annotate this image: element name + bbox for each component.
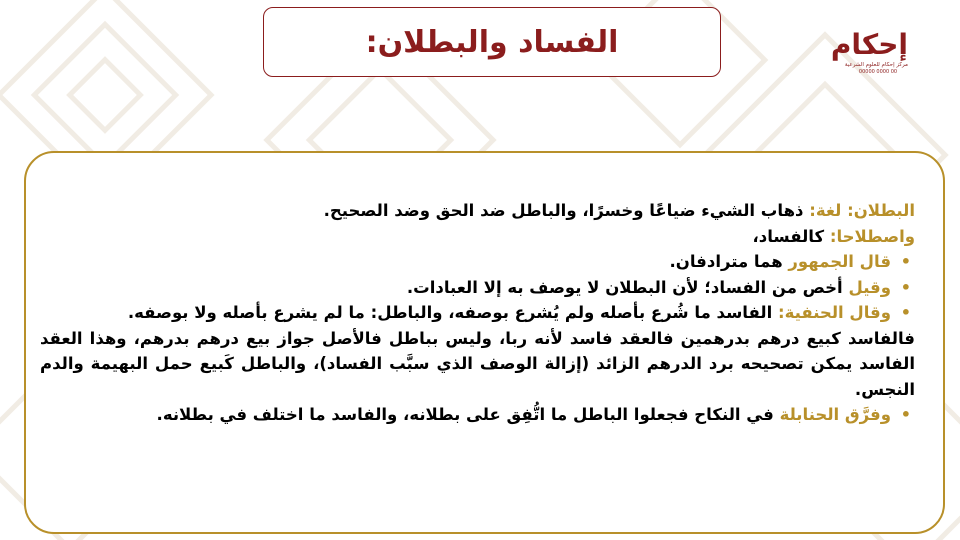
text-hanabila: في النكاح فجعلوا الباطل ما اتُّفِق على بطلانه، والفاسد ما اختلف في بطلانه. xyxy=(156,405,774,424)
paragraph-example: فالفاسد كبيع درهم بدرهمين فالعقد فاسد لأنه ربا، وليس بباطل فالأصل جواز بيع درهم بدرهم، وهذا العقد الفاسد يمكن تصحيحه برد الدرهم الزائد (إزالة الوصف الذي سبَّب الفساد)، والباطل كَبيع حمل البهيمة والدم النجس. xyxy=(40,328,915,399)
bullet-dot-icon: • xyxy=(900,277,911,297)
text-hanafiya: الفاسد ما شُرع بأصله ولم يُشرع بوصفه، والباطل: ما لم يشرع بأصله ولا بوصفه. xyxy=(127,303,773,322)
text-istilahan: كالفساد، xyxy=(752,226,825,246)
logo-subtitle-2: 00000 0000 00 xyxy=(858,69,898,75)
bullet-dot-icon: • xyxy=(900,405,911,424)
text-qil: أخص من الفساد؛ لأن البطلان لا يوصف به إلا العبادات. xyxy=(406,277,843,297)
term-butlan: البطلان: xyxy=(847,201,915,220)
label-jumhur: قال الجمهور xyxy=(788,252,891,271)
label-istilahan: واصطلاحا: xyxy=(829,226,915,246)
label-lugha: لغة: xyxy=(809,201,842,220)
bullet-hanabila xyxy=(40,402,915,428)
content-text xyxy=(40,198,915,428)
label-hanafiya: وقال الحنفية: xyxy=(777,303,891,322)
title-box xyxy=(263,7,721,77)
slide-title: الفساد والبطلان: xyxy=(365,24,619,60)
line-istilahan xyxy=(40,224,915,250)
line-butlan-lugha xyxy=(40,198,915,224)
logo xyxy=(830,28,908,92)
bullet-dot-icon: • xyxy=(900,252,911,271)
bullet-jumhur xyxy=(40,249,915,275)
bullet-dot-icon: • xyxy=(900,303,911,322)
text-lugha: ذهاب الشيء ضياعًا وخسرًا، والباطل ضد الحق وضد الصحيح. xyxy=(323,201,804,220)
bullet-hanafiya xyxy=(40,300,915,326)
label-hanabila: وفرَّق الحنابلة xyxy=(779,405,891,424)
logo-subtitle: مركز إحكام للعلوم الشرعية xyxy=(844,62,908,68)
text-jumhur: هما مترادفان. xyxy=(669,252,783,271)
logo-name: إحكام xyxy=(830,28,908,61)
bullet-qil xyxy=(40,275,915,301)
label-qil: وقيل xyxy=(848,277,891,297)
